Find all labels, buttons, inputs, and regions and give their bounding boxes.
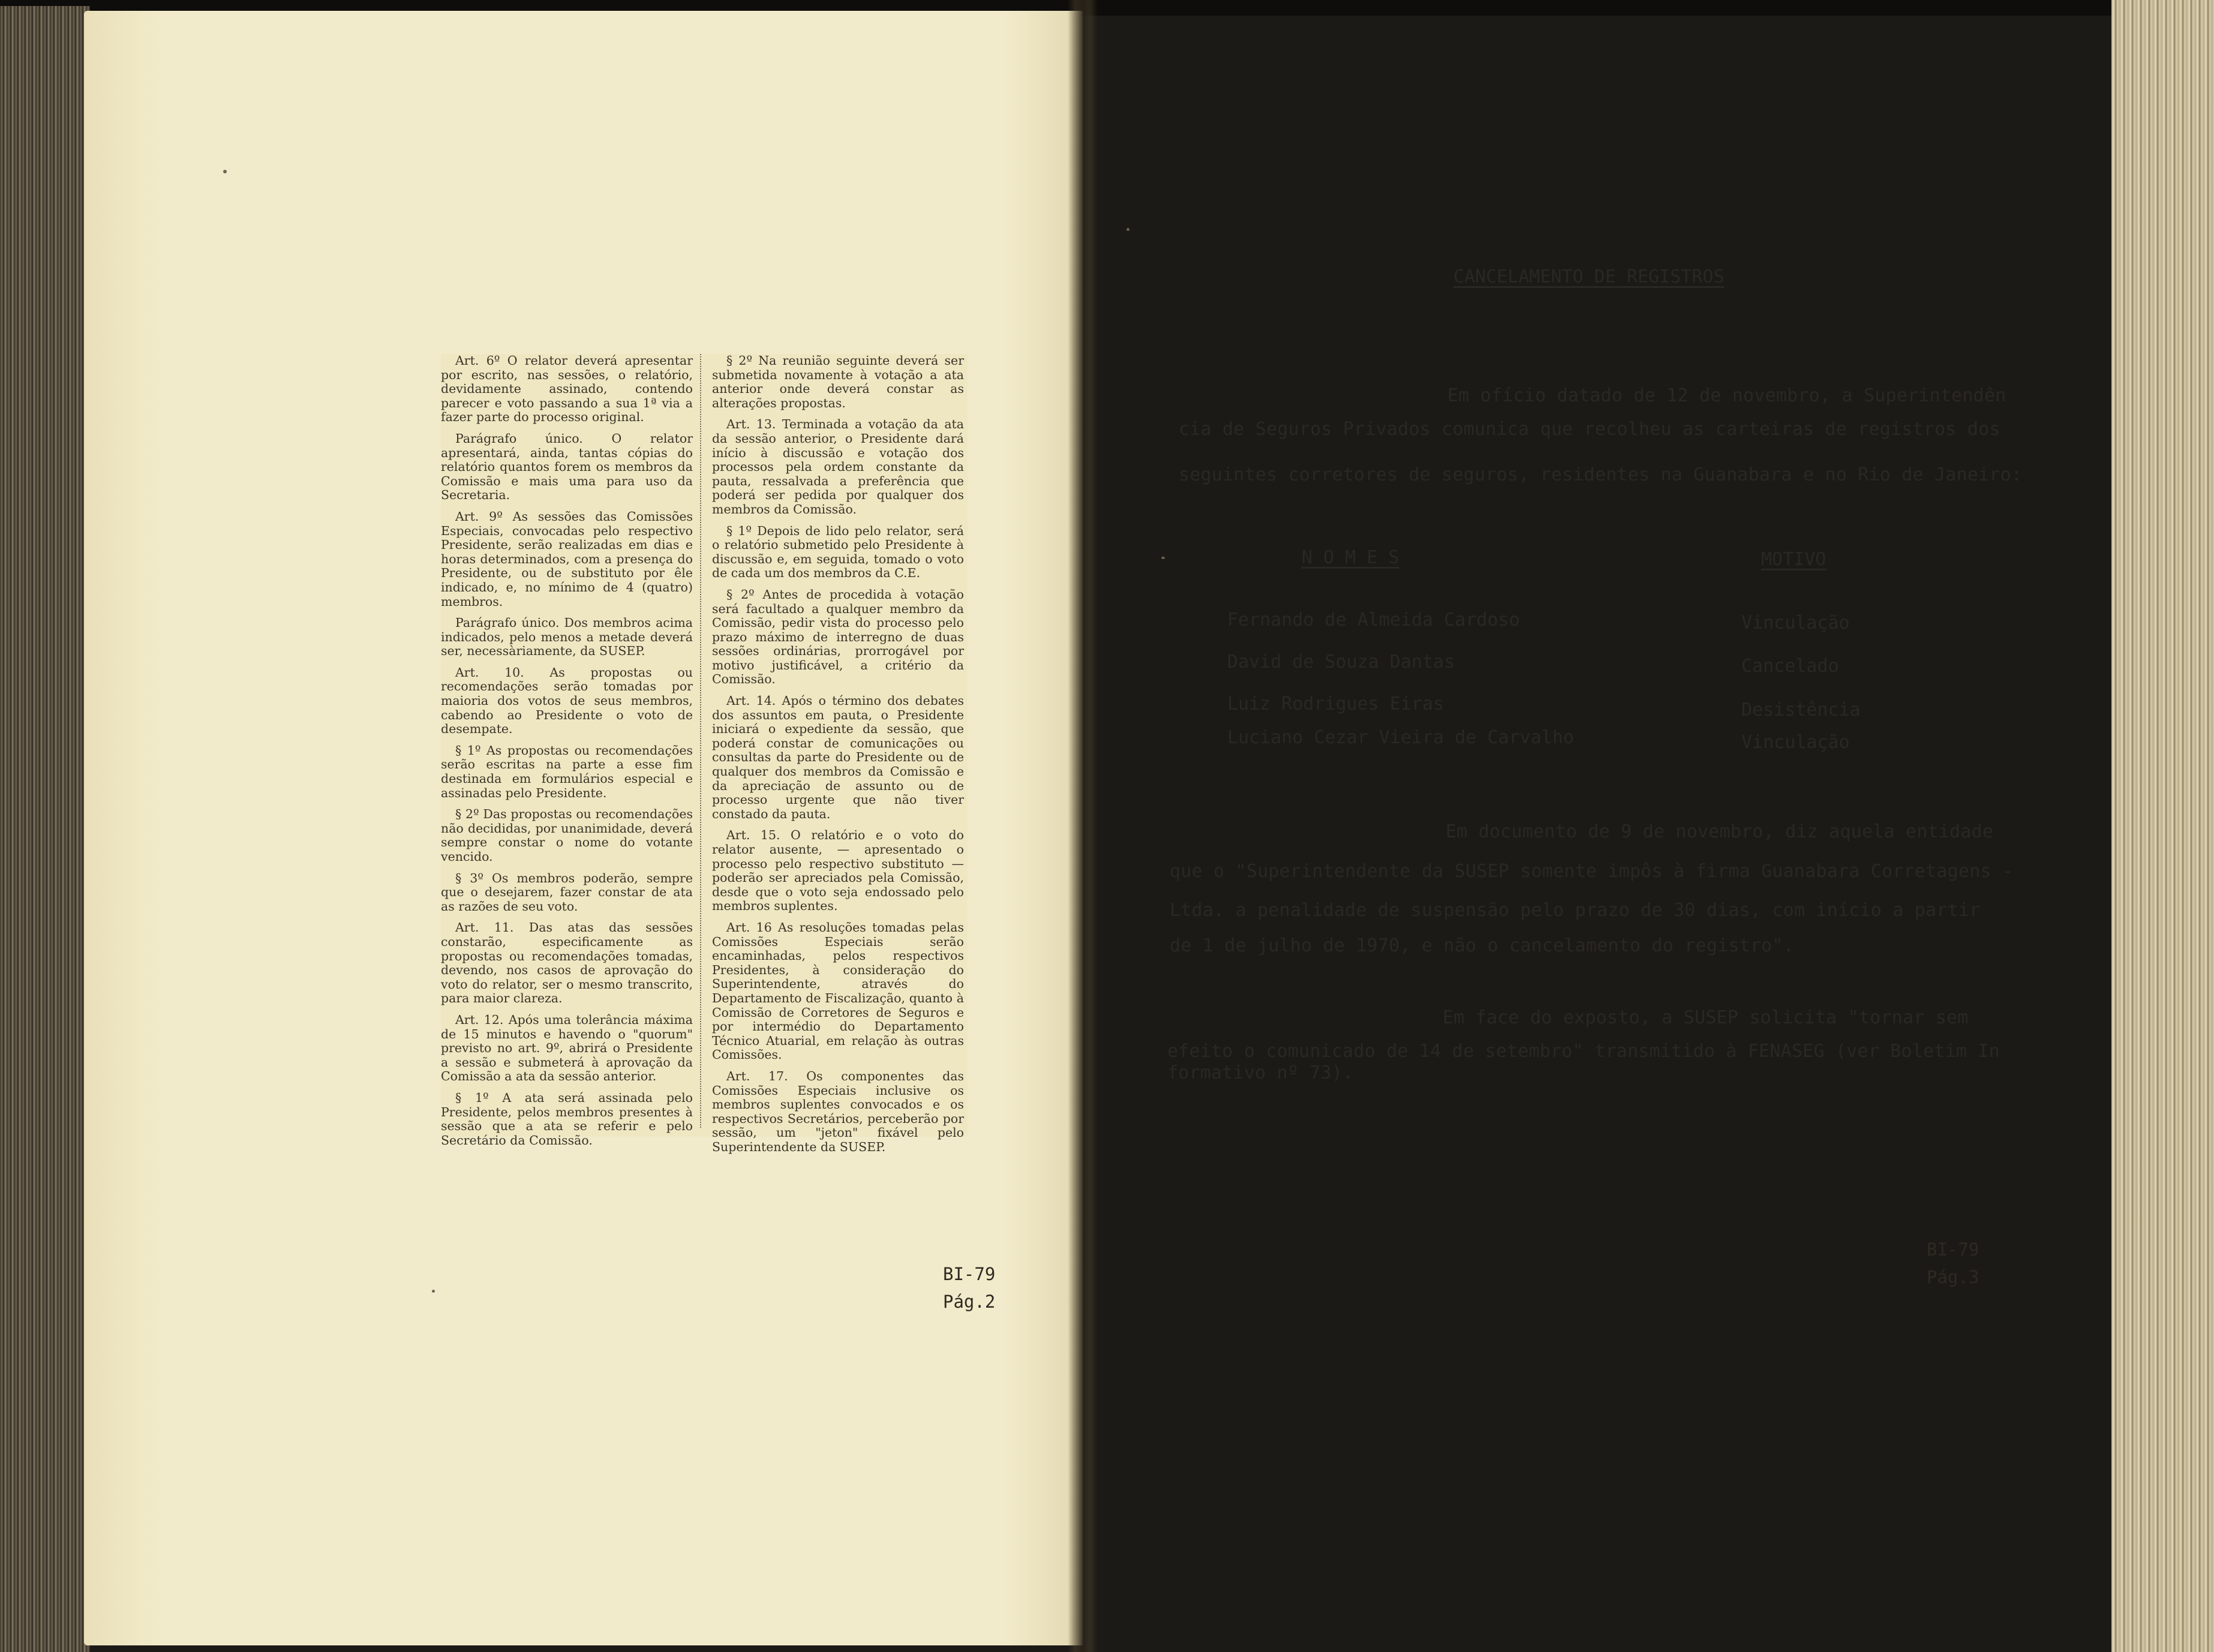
paper-speck (223, 170, 227, 173)
clipping-paragraph: Art. 17. Os componentes das Comissões Especiais inclusive os membros suplentes convocados e os respectivos Secretários, perceberão por sessão, um "jeton" fixável pelo Superintendente da SUSEP. (712, 1068, 964, 1154)
paragraph-1-line: seguintes corretores de seguros, residentes na Guanabara e no Rio de Janeiro: (1179, 464, 2023, 485)
clipping-column-1 (441, 354, 693, 1155)
clipping-paragraph: Parágrafo único. Dos membros acima indicados, pelo menos a metade deverá ser, necessàriamente, da SUSEP. (441, 615, 693, 659)
footer-code: BI-79 (1927, 1239, 1979, 1260)
clipping-paragraph: Art. 13. Terminada a votação da ata da sessão anterior, o Presidente dará início à discussão e votação dos processos pela ordem constante da pauta, ressalvada a preferência que poderá ser pedida por qualquer dos membros da Comissão. (712, 417, 964, 516)
book-page-edges-right (2111, 0, 2214, 1652)
clipping-paragraph: § 2º Antes de procedida à votação será facultado a qualquer membro da Comissão, pedir vista do processo pelo prazo máximo de interregno de duas sessões ordinárias, prorrogável por motivo justificável, a critério da Comissão. (712, 587, 964, 687)
paragraph-2-line: de 1 de julho de 1970, e não o cancelamento do registro". (1170, 935, 1794, 956)
table-row-name: Luciano Cezar Vieira de Carvalho (1227, 727, 1574, 748)
clipping-paragraph: Art. 10. As propostas ou recomendações serão tomadas por maioria dos votos de seus membros, cabendo ao Presidente o voto de desempate. (441, 665, 693, 737)
paragraph-3-line: Em face do exposto, a SUSEP solicita "tornar sem (1443, 1007, 1969, 1028)
table-row-name: Fernando de Almeida Cardoso (1227, 609, 1520, 630)
table-row-motivo: Vinculação (1741, 732, 1850, 753)
footer-page-number: Pág.3 (1927, 1267, 1979, 1287)
left-page (84, 11, 1083, 1645)
clipping-paragraph: § 1º A ata será assinada pelo Presidente, pelos membros presentes à sessão que a ata se referir e pelo Secretário da Comissão. (441, 1090, 693, 1148)
table-row-motivo: Cancelado (1741, 656, 1839, 677)
paragraph-1-line: cia de Seguros Privados comunica que recolheu as carteiras de registros dos (1179, 419, 2000, 440)
table-row-motivo: Desistência (1741, 699, 1861, 720)
paragraph-2-line: Em documento de 9 de novembro, diz aquela entidade (1446, 821, 1994, 842)
clipping-column-divider (700, 354, 701, 1128)
clipping-paragraph: Art. 12. Após uma tolerância máxima de 15 minutos e havendo o "quorum" previsto no art. 9º, abrirá o Presidente a sessão e submeterá à aprovação da Comissão a ata da sessão anterior. (441, 1012, 693, 1084)
clipping-paragraph: Art. 14. Após o término dos debates dos assuntos em pauta, o Presidente iniciará o expediente da sessão, que poderá constar de comunicações ou consultas da parte do Presidente ou de qualquer dos membros da Comissão e da apreciação de assunto ou de processo urgente que não tiver constado da pauta. (712, 693, 964, 821)
book-gutter (1068, 0, 1098, 1652)
clipping-paragraph: Art. 6º O relator deverá apresentar por escrito, nas sessões, o relatório, devidamente assinado, contendo parecer e voto passando a sua 1ª via a fazer parte do processo original. (441, 353, 693, 425)
clipping-paragraph: Art. 15. O relatório e o voto do relator ausente, — apresentado o processo pelo respectivo substituto — poderão ser apreciados pela Comissão, desde que o voto seja endossado pelo membros suplentes. (712, 828, 964, 914)
paper-speck (432, 1290, 435, 1293)
book-page-edges-left (0, 6, 90, 1652)
right-page-footer (1927, 1236, 1979, 1291)
clipping-paragraph: Parágrafo único. O relator apresentará, ainda, tantas cópias do relatório quantos forem os membros da Comissão e mais uma para uso da Secretaria. (441, 431, 693, 503)
clipping-paragraph: § 3º Os membros poderão, sempre que o desejarem, fazer constar de ata as razões de seu voto. (441, 870, 693, 914)
clipping-paragraph: Art. 16 As resoluções tomadas pelas Comissões Especiais serão encaminhadas, pelos respectivos Presidentes, à consideração do Superintendente, através do Departamento de Fiscalização, quanto à Comissão de Corretores de Seguros e por intermédio do Departamento Técnico Atuarial, em relação às outras Comissões. (712, 920, 964, 1062)
footer-page-number: Pág.2 (943, 1291, 996, 1312)
clipping-paragraph: § 2º Na reunião seguinte deverá ser submetida novamente à votação a ata anterior onde deverá constar as alterações propostas. (712, 353, 964, 410)
clipping-paragraph: § 1º As propostas ou recomendações serão escritas na parte a esse fim destinada em formulários especial e assinadas pelo Presidente. (441, 743, 693, 800)
paragraph-3-line: efeito o comunicado de 14 de setembro" transmitido à FENASEG (ver Boletim In (1167, 1041, 2000, 1062)
paper-speck (1161, 557, 1165, 559)
clipping-paragraph: § 2º Das propostas ou recomendações não decididas, por unanimidade, deverá sempre constar o nome do votante vencido. (441, 807, 693, 864)
left-page-footer (943, 1260, 995, 1315)
footer-code: BI-79 (943, 1264, 996, 1284)
clipping-paragraph: § 1º Depois de lido pelo relator, será o relatório submetido pelo Presidente à discussão e, em seguida, tomado o voto de cada um dos membros da C.E. (712, 523, 964, 581)
paragraph-2-line: que o "Superintendente da SUSEP somente impôs à firma Guanabara Corretagens - (1170, 861, 2014, 882)
paragraph-1-line: Em ofício datado de 12 de novembro, a Superintendên (1447, 385, 2006, 406)
motivo-column-header: MOTIVO (1761, 549, 1827, 570)
names-column-header: N O M E S (1302, 547, 1399, 568)
table-row-name: Luiz Rodrigues Eiras (1227, 693, 1444, 714)
paper-speck (1126, 228, 1129, 231)
clipping-column-2 (712, 354, 964, 1161)
paragraph-3-line: formativo nº 73). (1167, 1062, 1354, 1083)
newspaper-clipping (441, 353, 968, 1154)
paragraph-2-line: Ltda. a penalidade de suspensão pelo prazo de 30 dias, com início a partir (1170, 900, 1981, 921)
table-row-motivo: Vinculação (1741, 612, 1850, 633)
page-title: CANCELAMENTO DE REGISTROS (1453, 266, 1725, 287)
clipping-paragraph: Art. 9º As sessões das Comissões Especiais, convocadas pelo respectivo Presidente, serão realizadas em dias e horas determinados, com a presença do Presidente, ou de substituto por êle indicado, e, no mínimo de 4 (quatro) membros. (441, 509, 693, 609)
clipping-paragraph: Art. 11. Das atas das sessões constarão, especificamente as propostas ou recomendações tomadas, devendo, nos casos de aprovação do voto do relator, ser o mesmo transcrito, para maior clareza. (441, 920, 693, 1006)
table-row-name: David de Souza Dantas (1227, 651, 1455, 672)
